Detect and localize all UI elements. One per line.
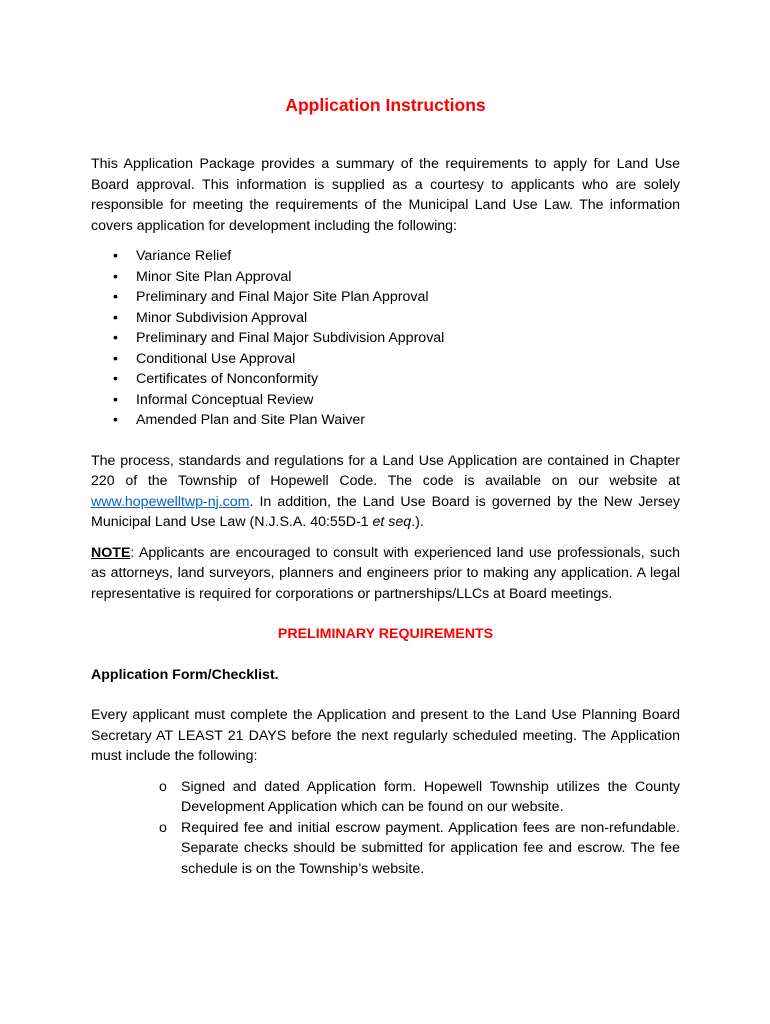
note-text: : Applicants are encouraged to consult with experienced land use professionals, such as attorneys, land surveyors, planners and engineers prior to making any application. A legal representative is required for corporations or partnerships/LLCs at Board meetings. bbox=[91, 544, 680, 602]
application-types-list bbox=[91, 246, 680, 431]
list-item-text: Required fee and initial escrow payment. Application fees are non-refundable. Separate checks should be submitted for application fee and escrow. The fee schedule is on the Township’s website. bbox=[181, 819, 680, 877]
website-link[interactable]: www.hopewelltwp-nj.com bbox=[91, 493, 250, 510]
list-item-text: Certificates of Nonconformity bbox=[136, 371, 319, 387]
process-text-end: .). bbox=[411, 514, 424, 530]
subheading: Application Form/Checklist. bbox=[91, 666, 279, 683]
bullet-icon: • bbox=[113, 350, 118, 367]
page-title: Application Instructions bbox=[285, 95, 486, 115]
note-label: NOTE bbox=[91, 544, 131, 561]
list-item-text: Informal Conceptual Review bbox=[136, 391, 314, 408]
list-item-text: Preliminary and Final Major Subdivision Approval bbox=[136, 330, 445, 346]
bullet-icon: • bbox=[113, 309, 118, 326]
process-text: The process, standards and regulations for a Land Use Application are contained in Chapter 220 of the Township of Hopewell Code. The code is available on our website at bbox=[91, 452, 680, 489]
list-item bbox=[91, 369, 680, 390]
list-item-text: Variance Relief bbox=[136, 248, 232, 264]
document-content bbox=[91, 92, 680, 879]
list-item-text: Preliminary and Final Major Site Plan Approval bbox=[136, 289, 429, 305]
bullet-icon: • bbox=[113, 391, 118, 408]
requirements-list bbox=[91, 777, 680, 880]
bullet-icon: • bbox=[113, 268, 118, 285]
every-applicant-paragraph: Every applicant must complete the Application and present to the Land Use Planning Board Secretary AT LEAST 21 DAYS before the next regularly scheduled meeting. The Application must include the following: bbox=[91, 707, 680, 764]
list-item bbox=[91, 287, 680, 308]
list-item bbox=[91, 818, 680, 880]
bullet-icon: • bbox=[113, 289, 118, 305]
list-item bbox=[91, 267, 680, 288]
list-item bbox=[91, 308, 680, 329]
list-item bbox=[91, 390, 680, 411]
list-item-text: Minor Site Plan Approval bbox=[136, 268, 292, 285]
intro-paragraph: This Application Package provides a summary of the requirements to apply for Land Use Board approval. This information is supplied as a courtesy to applicants who are solely responsible for meeting the requirements of the Municipal Land Use Law. The information covers application for development including the following: bbox=[91, 156, 680, 234]
list-item-text: Minor Subdivision Approval bbox=[136, 309, 308, 326]
note-paragraph bbox=[91, 543, 680, 605]
list-item bbox=[91, 410, 680, 431]
circle-bullet-icon: o bbox=[159, 778, 167, 795]
process-text-continued: . In addition, the Land Use Board is governed by the New Jersey Municipal Land Use Law (N.J.S.A. 40:55D-1 bbox=[91, 493, 680, 530]
list-item bbox=[91, 328, 680, 349]
list-item-text: Signed and dated Application form. Hopewell Township utilizes the County Development Application which can be found on our website. bbox=[181, 778, 680, 815]
bullet-icon: • bbox=[113, 248, 118, 264]
list-item bbox=[91, 349, 680, 370]
list-item bbox=[91, 246, 680, 267]
section-heading: PRELIMINARY REQUIREMENTS bbox=[277, 626, 494, 642]
bullet-icon: • bbox=[113, 412, 118, 428]
bullet-icon: • bbox=[113, 330, 118, 346]
circle-bullet-icon: o bbox=[159, 819, 167, 836]
list-item-text: Amended Plan and Site Plan Waiver bbox=[136, 412, 365, 428]
list-item-text: Conditional Use Approval bbox=[136, 350, 296, 367]
process-paragraph bbox=[91, 451, 680, 533]
latin-phrase: et seq bbox=[372, 514, 412, 530]
bullet-icon: • bbox=[113, 371, 118, 387]
list-item bbox=[91, 777, 680, 818]
